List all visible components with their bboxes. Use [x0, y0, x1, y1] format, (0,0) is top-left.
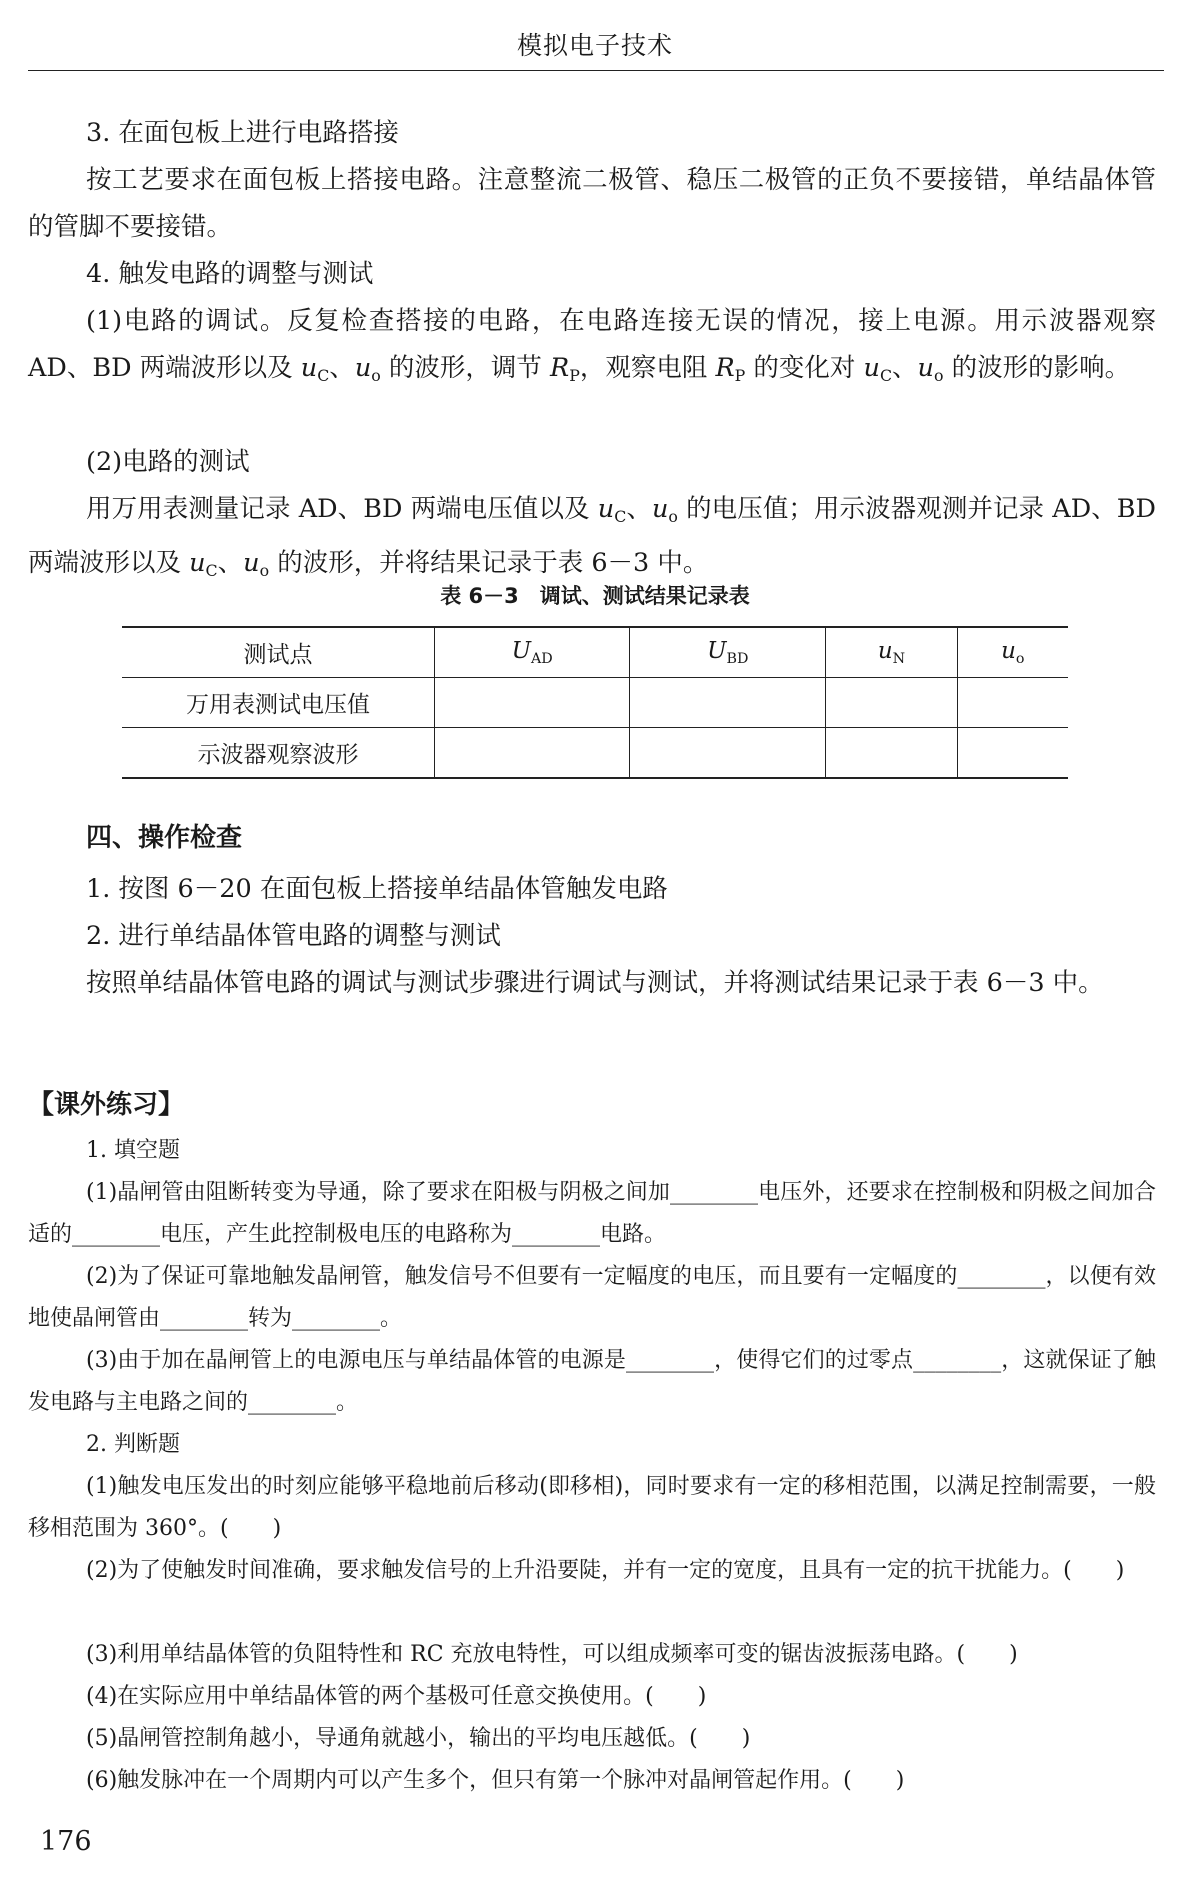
judge-question-5: (5)晶闸管控制角越小，导通角就越小，输出的平均电压越低。( ) — [86, 1726, 751, 1751]
table-cell — [630, 678, 826, 728]
table-header-row — [122, 627, 1068, 678]
table-col-ubd: $U_{BD}$ — [630, 627, 826, 678]
judge-title: 2. 判断题 — [86, 1432, 180, 1457]
fill-in-question-2: (2)为了保证可靠地触发晶闸管，触发信号不但要有一定幅度的电压，而且要有一定幅度的________，以便有效地使晶闸管由________转为________。 — [28, 1264, 1156, 1331]
table-row-label: 万用表测试电压值 — [186, 692, 370, 718]
table-col-uo: $u_o$ — [957, 627, 1068, 678]
judge-question-2: (2)为了使触发时间准确，要求触发信号的上升沿要陡，并有一定的宽度，且具有一定的抗干扰能力。( ) — [86, 1558, 1125, 1583]
section-check-heading: 四、操作检查 — [86, 823, 243, 853]
section-check-body: 按照单结晶体管电路的调试与测试步骤进行调试与测试，并将测试结果记录于表 6－3 中。 — [86, 968, 1104, 998]
exercises-heading: 【课外练习】 — [28, 1090, 185, 1120]
section-4-item-2-title: (2)电路的测试 — [86, 447, 250, 477]
fill-in-title: 1. 填空题 — [86, 1138, 180, 1163]
results-table — [122, 626, 1068, 779]
page-number: 176 — [40, 1826, 92, 1857]
header-rule — [28, 70, 1164, 71]
table-row — [122, 728, 1068, 779]
table-col-un: $u_N$ — [826, 627, 957, 678]
table-cell — [435, 728, 630, 779]
table-caption: 表 6－3 调试、测试结果记录表 — [440, 584, 750, 608]
table-cell — [957, 678, 1068, 728]
section-4-item-2-body: 用万用表测量记录 AD、BD 两端电压值以及 $u_C$、$u_o$ 的电压值；用示波器观测并记录 AD、BD 两端波形以及 $u_C$、$u_o$ 的波形，并将结果记录于表 6－3 中。 — [28, 494, 1156, 580]
section-check-item-2: 2. 进行单结晶体管电路的调整与测试 — [86, 921, 501, 951]
judge-question-3: (3)利用单结晶体管的负阻特性和 RC 充放电特性，可以组成频率可变的锯齿波振荡电路。( ) — [86, 1642, 1018, 1667]
section-4-item-1: (1)电路的调试。反复检查搭接的电路，在电路连接无误的情况，接上电源。用示波器观察 AD、BD 两端波形以及 $u_C$、$u_o$ 的波形，调节 $R_P$，观察电阻 $R_P$ 的变化对 $u_C$、$u_o$ 的波形的影响。 — [28, 306, 1156, 385]
fill-in-question-1: (1)晶闸管由阻断转变为导通，除了要求在阳极与阴极之间加________电压外，还要求在控制极和阴极之间加合适的________电压，产生此控制极电压的电路称为________电路。 — [28, 1180, 1156, 1247]
table-header-label: 测试点 — [243, 642, 313, 668]
table-row-label: 示波器观察波形 — [197, 742, 359, 768]
section-4-heading: 4. 触发电路的调整与测试 — [86, 259, 374, 289]
judge-question-6: (6)触发脉冲在一个周期内可以产生多个，但只有第一个脉冲对晶闸管起作用。( ) — [86, 1768, 905, 1793]
table-cell — [630, 728, 826, 779]
table-col-uad: $U_{AD}$ — [435, 627, 630, 678]
judge-question-4: (4)在实际应用中单结晶体管的两个基极可任意交换使用。( ) — [86, 1684, 707, 1709]
judge-question-1: (1)触发电压发出的时刻应能够平稳地前后移动(即移相)，同时要求有一定的移相范围，以满足控制需要，一般移相范围为 360°。( ) — [28, 1474, 1156, 1541]
table-row — [122, 678, 1068, 728]
table-cell — [826, 678, 957, 728]
fill-in-question-3: (3)由于加在晶闸管上的电源电压与单结晶体管的电源是________，使得它们的过零点________，这就保证了触发电路与主电路之间的________。 — [28, 1348, 1156, 1415]
section-3-body: 按工艺要求在面包板上搭接电路。注意整流二极管、稳压二极管的正负不要接错，单结晶体管的管脚不要接错。 — [28, 165, 1156, 242]
table-cell — [957, 728, 1068, 779]
section-3-heading: 3. 在面包板上进行电路搭接 — [86, 118, 399, 148]
table-cell — [435, 678, 630, 728]
table-cell — [826, 728, 957, 779]
section-check-item-1: 1. 按图 6－20 在面包板上搭接单结晶体管触发电路 — [86, 874, 668, 904]
running-header: 模拟电子技术 — [516, 31, 673, 60]
